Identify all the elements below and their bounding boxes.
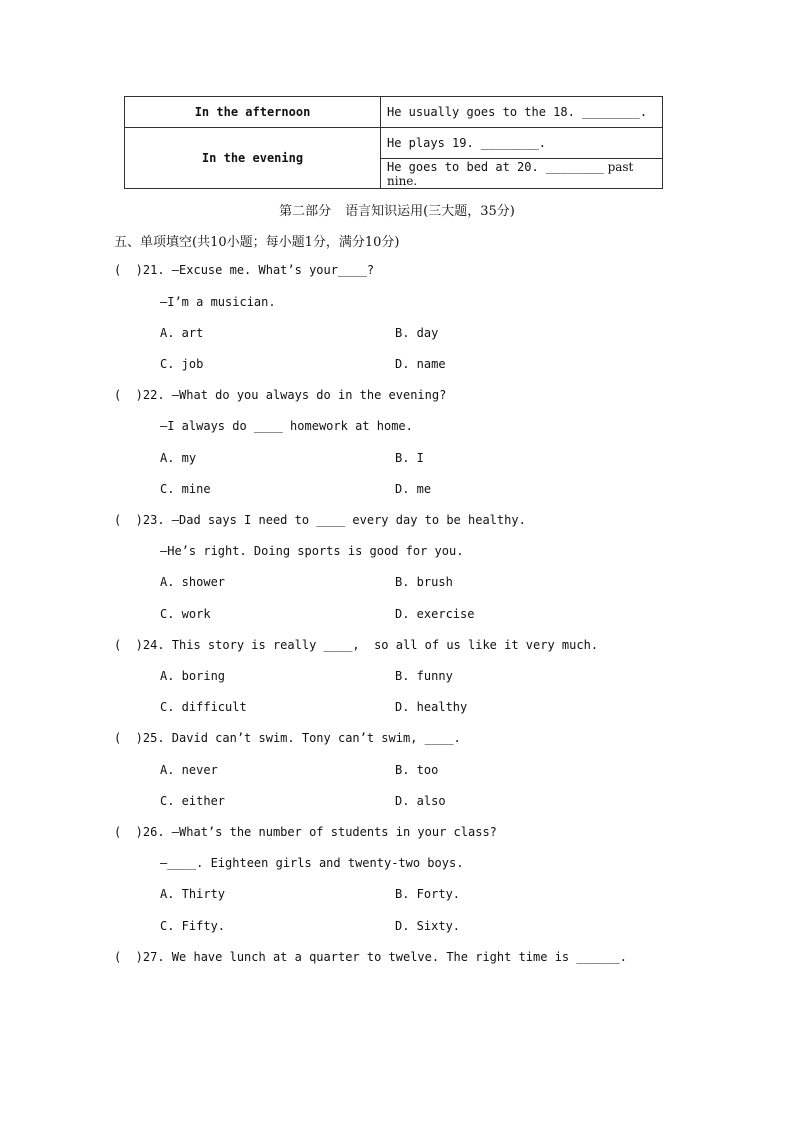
- table-cell-time: In the evening: [125, 128, 381, 189]
- question-stem: ( )23. —Dad says I need to ____ every day to be healthy.: [114, 513, 526, 527]
- option-b: B. funny: [395, 669, 453, 683]
- question-stem: ( )25. David can’t swim. Tony can’t swim, ____.: [114, 731, 461, 745]
- table-cell-activity: He usually goes to the 18. ________.: [381, 97, 663, 128]
- question-stem: ( )27. We have lunch at a quarter to twelve. The right time is ______.: [114, 950, 627, 964]
- option-c: C. mine: [160, 482, 211, 496]
- option-a: A. my: [160, 451, 197, 465]
- option-a: A. boring: [160, 669, 226, 683]
- option-d: D. me: [395, 482, 432, 496]
- option-c: C. either: [160, 794, 226, 808]
- fill-in-table: [124, 96, 663, 189]
- option-a: A. never: [160, 763, 218, 777]
- option-d: D. name: [395, 357, 446, 371]
- question-stem: ( )26. —What’s the number of students in your class?: [114, 825, 497, 839]
- cell-text-suffix: past nine.: [387, 159, 634, 188]
- question-stem: ( )24. This story is really ____, so all of us like it very much.: [114, 638, 599, 652]
- option-a: A. shower: [160, 575, 226, 589]
- question-stem: ( )21. —Excuse me. What’s your____?: [114, 263, 375, 277]
- option-b: B. day: [395, 326, 439, 340]
- table-cell-activity: [381, 159, 663, 189]
- option-d: D. healthy: [395, 700, 468, 714]
- section-title-part2: 语言知识运用(三大题，35分): [345, 204, 515, 219]
- option-c: C. job: [160, 357, 204, 371]
- option-b: B. Forty.: [395, 887, 461, 901]
- option-c: C. Fifty.: [160, 919, 226, 933]
- option-d: D. exercise: [395, 607, 475, 621]
- option-b: B. too: [395, 763, 439, 777]
- question-stem: ( )22. —What do you always do in the evening?: [114, 388, 447, 402]
- exercise-instructions: 五、单项填空(共10小题；每小题1分，满分10分): [114, 235, 400, 250]
- option-d: D. also: [395, 794, 446, 808]
- option-c: C. difficult: [160, 700, 247, 714]
- table-row: [125, 128, 663, 159]
- question-reply: —He’s right. Doing sports is good for you.: [160, 544, 464, 558]
- question-reply: —I’m a musician.: [160, 295, 276, 309]
- option-c: C. work: [160, 607, 211, 621]
- cell-text-prefix: He goes to bed at 20. ________: [387, 159, 604, 174]
- section-title-part1: 第二部分: [279, 204, 332, 219]
- question-reply: —____. Eighteen girls and twenty-two boys.: [160, 856, 464, 870]
- table-cell-time: In the afternoon: [125, 97, 381, 128]
- option-b: B. I: [395, 451, 424, 465]
- option-b: B. brush: [395, 575, 453, 589]
- question-reply: —I always do ____ homework at home.: [160, 419, 413, 433]
- option-a: A. Thirty: [160, 887, 226, 901]
- option-d: D. Sixty.: [395, 919, 461, 933]
- section-title: [0, 200, 794, 219]
- option-a: A. art: [160, 326, 204, 340]
- table-row: [125, 97, 663, 128]
- table-cell-activity: He plays 19. ________.: [381, 128, 663, 159]
